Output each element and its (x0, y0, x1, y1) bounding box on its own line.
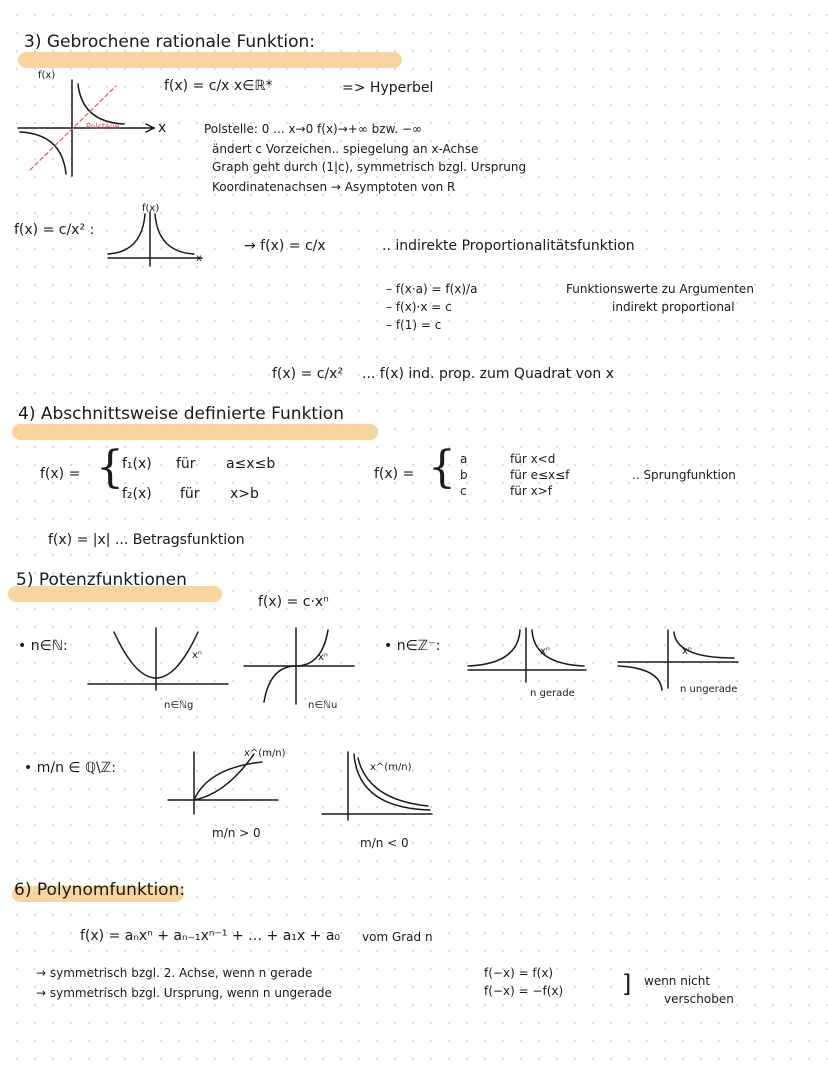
step-cond-2: für e≤x≤f (510, 468, 570, 482)
step-value-b: b (460, 468, 468, 482)
hyperbola-definition: f(x) = c/x x∈ℝ* (164, 78, 273, 94)
heading-highlight (12, 424, 378, 440)
piecewise-row1-for: für (176, 456, 196, 472)
heading-highlight (18, 52, 402, 68)
quadrat-definition: f(x) = c/x² (272, 366, 344, 382)
symmetry-even: → symmetrisch bzgl. 2. Achse, wenn n gerade (36, 966, 313, 980)
root-x-mn: x^(m/n) (244, 748, 286, 759)
equation-even: f(−x) = f(x) (484, 966, 554, 980)
property-2: – f(x)·x = c (386, 300, 452, 314)
sprungfunktion-label: .. Sprungfunktion (632, 468, 736, 482)
polstelle-graph-label: Polstelle (86, 122, 120, 131)
mn-positive-label: m/n > 0 (212, 826, 261, 840)
section-4-heading: 4) Abschnittsweise definierte Funktion (18, 404, 344, 424)
quadrat-text: ... f(x) ind. prop. zum Quadrat von x (362, 366, 615, 382)
property-note-2: indirekt proportional (612, 300, 735, 314)
graph-x-label: x (158, 120, 167, 136)
parabola-xn: xⁿ (192, 650, 202, 661)
graph-fx-label: f(x) (38, 70, 56, 81)
piecewise-brace: { (96, 442, 124, 493)
polynom-definition: f(x) = aₙxⁿ + aₙ₋₁xⁿ⁻¹ + … + a₁x + a₀ (80, 928, 341, 944)
property-1: – f(x·a) = f(x)/a (386, 282, 478, 296)
n-even-label: n∈ℕg (164, 700, 194, 711)
equation-odd: f(−x) = −f(x) (484, 984, 564, 998)
note-verschoben: verschoben (664, 992, 734, 1006)
n-odd-label: n∈ℕu (308, 700, 338, 711)
bullet-vorzeichen: ändert c Vorzeichen.. spiegelung an x-Achse (212, 142, 479, 156)
section-5-heading: 5) Potenzfunktionen (16, 570, 187, 590)
indirekt-definition: → f(x) = c/x (244, 238, 326, 254)
cubic-graph (240, 624, 360, 708)
f-c-over-x2-label: f(x) = c/x² : (14, 222, 95, 238)
negative-odd-xn: xⁿ (682, 646, 692, 657)
piecewise-row2-fn: f₂(x) (122, 486, 152, 502)
indirekt-label: .. indirekte Proportionalitätsfunktion (382, 238, 635, 254)
negative-odd-graph (614, 626, 742, 692)
section-6-heading: 6) Polynomfunktion: (14, 880, 186, 900)
negative-even-xn: xⁿ (540, 646, 550, 657)
f2-graph-fx: f(x) (142, 203, 160, 214)
step-lhs: f(x) = (374, 466, 415, 482)
potenz-definition: f(x) = c·xⁿ (258, 594, 329, 610)
c-over-x2-graph (104, 208, 208, 270)
bracket: ] (622, 970, 632, 998)
section-3-heading: 3) Gebrochene rationale Funktion: (24, 32, 316, 52)
piecewise-lhs: f(x) = (40, 466, 81, 482)
betragsfunktion: f(x) = |x| ... Betragsfunktion (48, 532, 245, 548)
mn-negative-label: m/n < 0 (360, 836, 409, 850)
grad-label: vom Grad n (362, 930, 433, 944)
negative-even-graph (464, 624, 590, 686)
step-value-a: a (460, 452, 468, 466)
negative-root-xmn: x^(m/n) (370, 762, 412, 773)
step-brace: { (428, 442, 456, 493)
piecewise-row2-for: für (180, 486, 200, 502)
bullet-graph-point: Graph geht durch (1|c), symmetrisch bzgl. Ursprung (212, 160, 527, 174)
symmetry-odd: → symmetrisch bzgl. Ursprung, wenn n ungerade (36, 986, 332, 1000)
n-natural-label: • n∈ℕ: (18, 638, 68, 654)
note-wenn-nicht: wenn nicht (644, 974, 711, 988)
bullet-polstelle: Polstelle: 0 ... x→0 f(x)→+∞ bzw. −∞ (204, 122, 422, 136)
rational-exponent-label: • m/n ∈ ℚ\ℤ: (24, 760, 116, 776)
n-gerade-label: n gerade (530, 688, 575, 699)
piecewise-row1-cond: a≤x≤b (226, 456, 276, 472)
f2-graph-x: x (196, 253, 202, 264)
step-value-c: c (460, 484, 467, 498)
n-integer-label: • n∈ℤ⁻: (384, 638, 441, 654)
piecewise-row2-cond: x>b (230, 486, 259, 502)
hyperbel-label: => Hyperbel (342, 80, 434, 96)
parabola-graph (84, 624, 232, 694)
step-cond-1: für x<d (510, 452, 556, 466)
step-cond-3: für x>f (510, 484, 552, 498)
bullet-asymptoten: Koordinatenachsen → Asymptoten von R (212, 180, 456, 194)
property-note-1: Funktionswerte zu Argumenten (566, 282, 754, 296)
property-3: – f(1) = c (386, 318, 442, 332)
n-ungerade-label: n ungerade (680, 684, 738, 695)
cubic-xn: xⁿ (318, 652, 328, 663)
piecewise-row1-fn: f₁(x) (122, 456, 152, 472)
negative-root-graph (318, 748, 436, 824)
